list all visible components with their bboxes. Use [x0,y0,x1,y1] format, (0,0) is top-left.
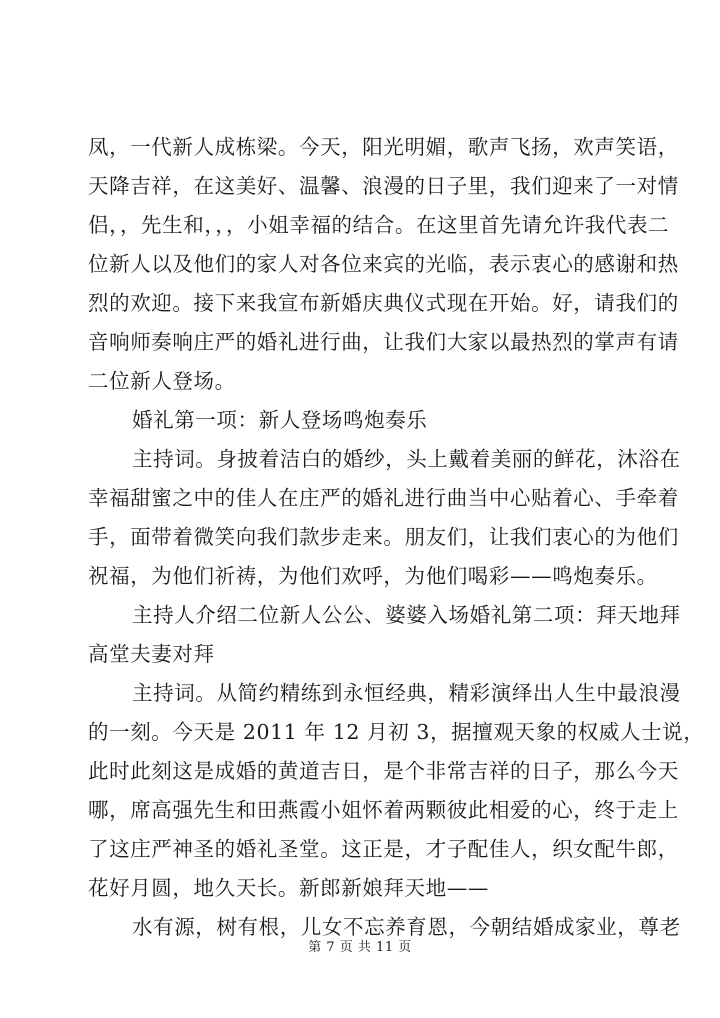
text-line: 天降吉祥，在这美好、温馨、浪漫的日子里，我们迎来了一对情 [88,174,679,198]
text-line: 高堂夫妻对拜 [88,642,215,666]
text-line: 侣，，先生和，，，小姐幸福的结合。在这里首先请允许我代表二 [88,213,670,237]
text-line: 手，面带着微笑向我们款步走来。朋友们，让我们衷心的为他们 [88,525,679,549]
text-line: 位新人以及他们的家人对各位来宾的光临，表示衷心的感谢和热 [88,252,679,276]
text-line: 主持词。身披着洁白的婚纱，头上戴着美丽的鲜花，沐浴在 [132,447,681,471]
text-line: 烈的欢迎。接下来我宣布新婚庆典仪式现在开始。好，请我们的 [88,291,679,315]
text-line: 了这庄严神圣的婚礼圣堂。这正是，才子配佳人，织女配牛郎， [88,837,679,861]
text-line: 音响师奏响庄严的婚礼进行曲，让我们大家以最热烈的掌声有请 [88,330,679,354]
text-line: 凤，一代新人成栋梁。今天，阳光明媚，歌声飞扬，欢声笑语， [88,135,679,159]
text-line: 主持人介绍二位新人公公、婆婆入场婚礼第二项：拜天地拜 [132,603,681,627]
text-line: 二位新人登场。 [88,369,236,393]
document-body [88,128,705,947]
text-line: 花好月圆，地久天长。新郎新娘拜天地—— [88,876,489,900]
text-line: 哪，席高强先生和田燕霞小姐怀着两颗彼此相爱的心，终于走上 [88,798,679,822]
page-number-footer: 第 7 页 共 11 页 [308,940,412,955]
section-heading: 婚礼第一项：新人登场鸣炮奏乐 [132,408,428,432]
text-line: 祝福，为他们祈祷，为他们欢呼，为他们喝彩——鸣炮奏乐。 [88,564,658,588]
text-line: 此时此刻这是成婚的黄道吉日，是个非常吉祥的日子，那么今天 [88,759,679,783]
text-line: 水有源，树有根，儿女不忘养育恩，今朝结婚成家业，尊老 [132,915,681,939]
text-line: 幸福甜蜜之中的佳人在庄严的婚礼进行曲当中心贴着心、手牵着 [88,486,679,510]
text-line: 主持词。从简约精练到永恒经典，精彩演绎出人生中最浪漫 [132,681,681,705]
text-line: 的一刻。今天是 2011 年 12 月初 3，据擅观天象的权威人士说， [88,720,705,744]
